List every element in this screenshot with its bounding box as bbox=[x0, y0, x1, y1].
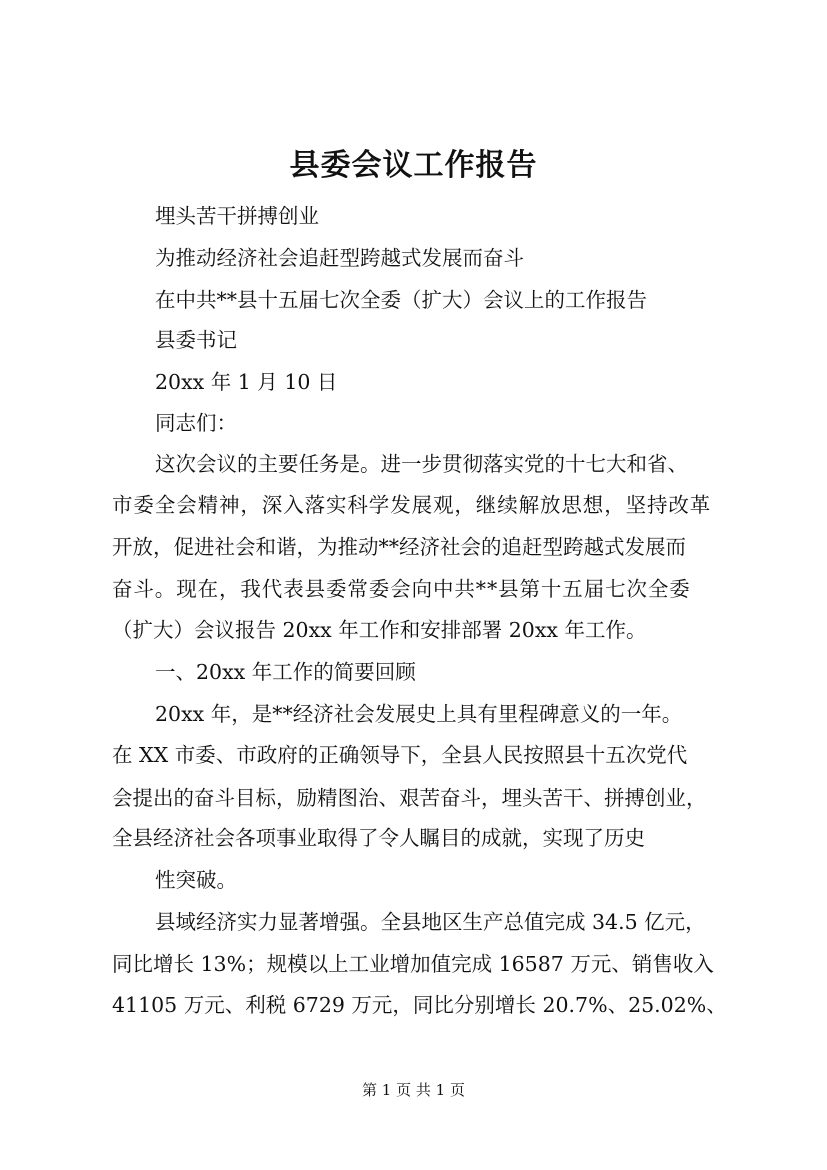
body-line: 41105 万元、利税 6729 万元，同比分别增长 20.7%、25.02%、 bbox=[112, 993, 727, 1017]
header-line: 为推动经济社会追赶型跨越式发展而奋斗 bbox=[155, 246, 524, 270]
body-line: 全县经济社会各项事业取得了令人瞩目的成就，实现了历史 bbox=[112, 826, 645, 850]
body-line: 开放，促进社会和谐，为推动**经济社会的追赶型跨越式发展而 bbox=[112, 535, 686, 559]
body-line: 市委全会精神，深入落实科学发展观，继续解放思想，坚持改革 bbox=[112, 493, 712, 517]
section-heading: 一、20xx 年工作的简要回顾 bbox=[155, 660, 416, 684]
header-line: 在中共**县十五届七次全委（扩大）会议上的工作报告 bbox=[155, 288, 647, 312]
header-line: 县委书记 bbox=[155, 328, 237, 352]
date-line: 20xx 年 1 月 10 日 bbox=[155, 370, 338, 394]
page-footer: 第 1 页 共 1 页 bbox=[362, 1081, 465, 1099]
body-line: 县域经济实力显著增强。全县地区生产总值完成 34.5 亿元， bbox=[155, 910, 706, 934]
body-line: 20xx 年，是**经济社会发展史上具有里程碑意义的一年。 bbox=[155, 702, 683, 726]
salutation-line: 同志们： bbox=[155, 411, 237, 435]
body-line: 奋斗。现在，我代表县委常委会向中共**县第十五届七次全委 bbox=[112, 577, 691, 601]
header-line: 埋头苦干拼搏创业 bbox=[155, 204, 319, 228]
body-line: 性突破。 bbox=[155, 868, 237, 892]
body-line: （扩大）会议报告 20xx 年工作和安排部署 20xx 年工作。 bbox=[112, 618, 647, 642]
body-line: 会提出的奋斗目标，励精图治、艰苦奋斗，埋头苦干、拼搏创业， bbox=[112, 786, 707, 810]
document-title: 县委会议工作报告 bbox=[289, 148, 538, 183]
body-line: 同比增长 13%；规模以上工业增加值完成 16587 万元、销售收入 bbox=[112, 952, 714, 976]
body-line: 在 XX 市委、市政府的正确领导下，全县人民按照县十五次党代 bbox=[112, 743, 688, 767]
body-line: 这次会议的主要任务是。进一步贯彻落实党的十七大和省、 bbox=[155, 452, 688, 476]
